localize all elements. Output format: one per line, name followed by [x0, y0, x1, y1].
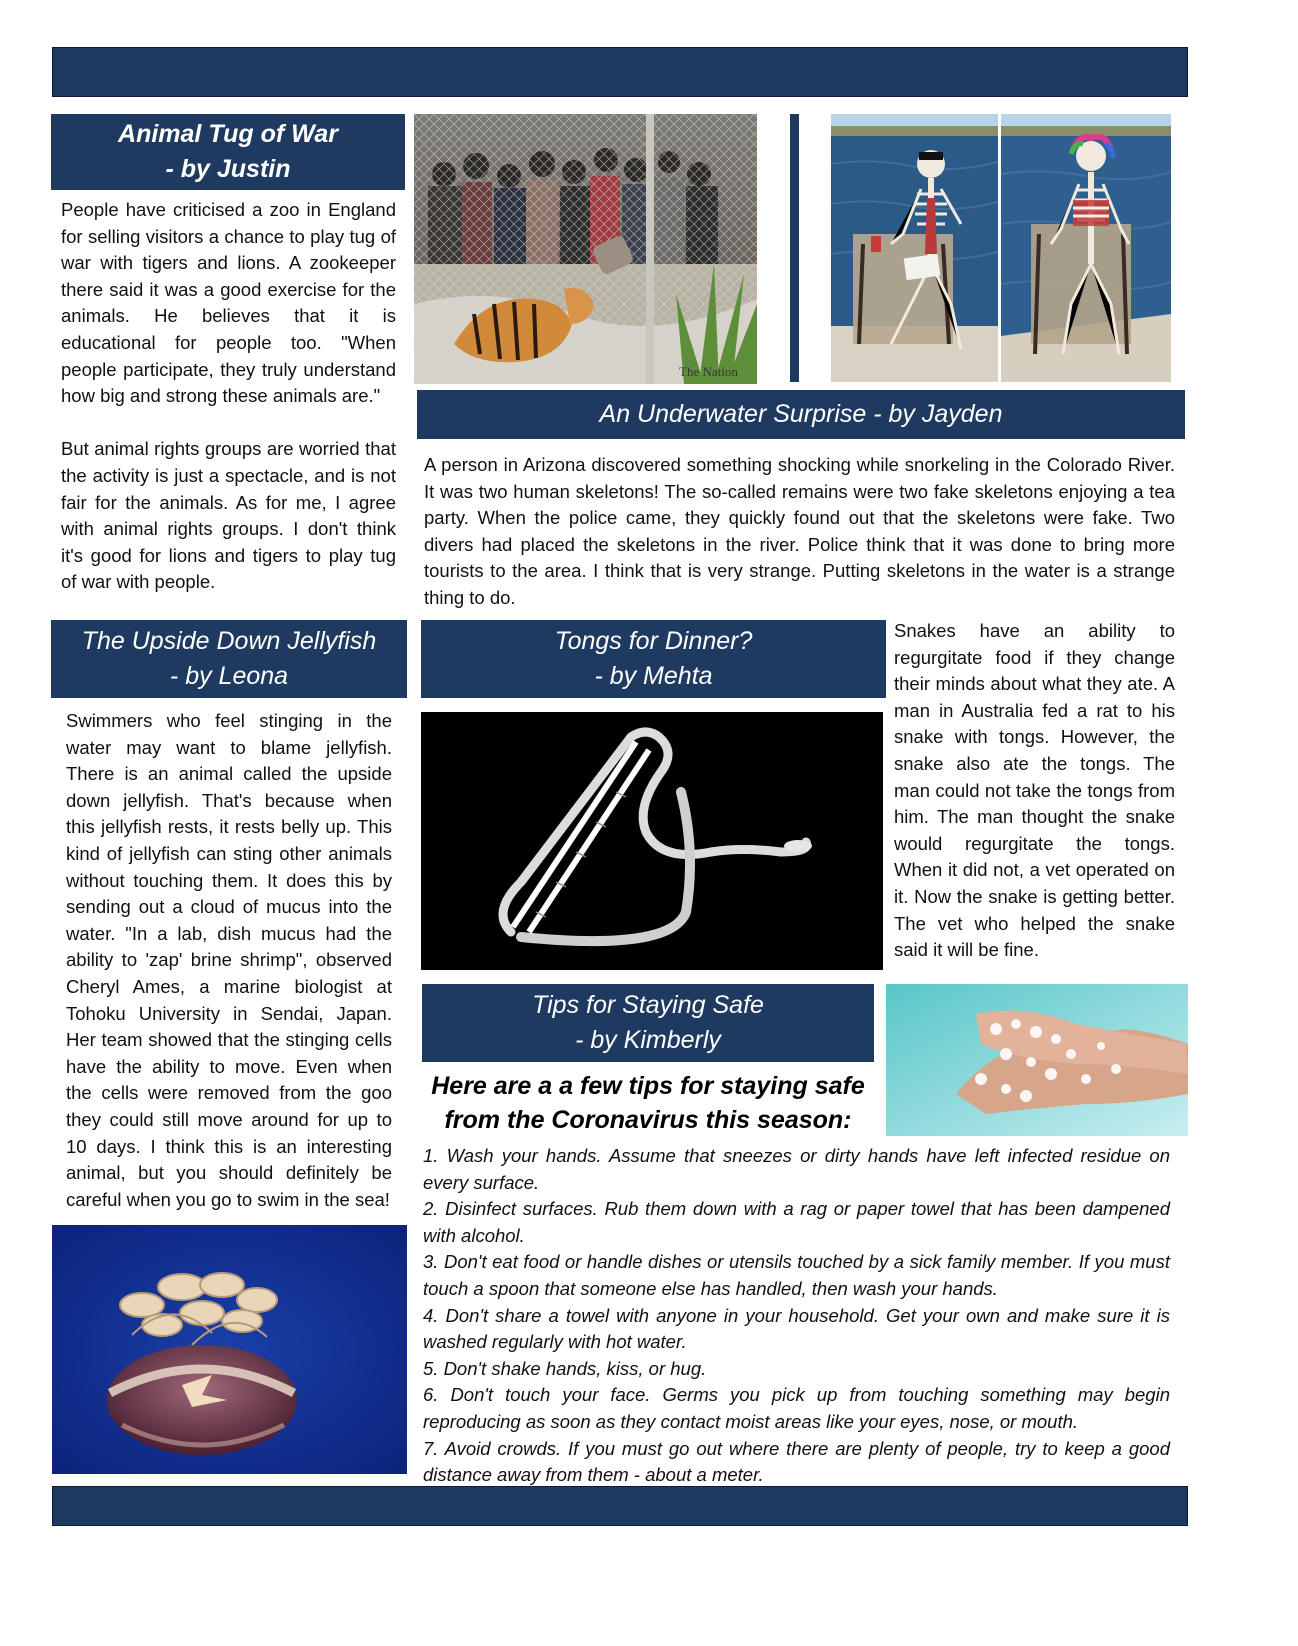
jellyfish-heading: [51, 620, 407, 698]
tongs-heading: [421, 620, 886, 698]
safety-tip: 4. Don't share a towel with anyone in your household. Get your own and make sure it is washed regularly with hot water.: [423, 1304, 1170, 1353]
underwater-title: An Underwater Surprise - by Jayden: [599, 400, 1003, 428]
tug-of-war-paragraph-2: But animal rights groups are worried that the activity is just a spectacle, and is not fair for the animals. As for me, I agree with animal rights groups. I don't think it's good for lions and tigers to play tug of war with people.: [61, 438, 396, 593]
tug-of-war-title: Animal Tug of War: [118, 120, 338, 148]
snake-xray-photo: [421, 712, 883, 970]
handwashing-photo: [886, 984, 1188, 1136]
skeleton-photo-right: [1001, 114, 1171, 382]
jellyfish-title: The Upside Down Jellyfish: [81, 627, 377, 655]
safety-tip: 3. Don't eat food or handle dishes or utensils touched by a sick family member. If you must touch a spoon that someone else has handled, then wash your hands.: [423, 1251, 1170, 1299]
jellyfish-photo: [52, 1225, 407, 1474]
safety-tip: 2. Disinfect surfaces. Rub them down with a rag or paper towel that has been dampened with alcohol.: [423, 1198, 1170, 1246]
tug-of-war-paragraph-1: People have criticised a zoo in England for selling visitors a chance to play tug of war with tigers and lions. A zookeeper there said it was a good exercise for the animals. He believes that it is educational for people too. "When people participate, they truly understand how big and strong these animals are.": [61, 199, 396, 407]
jellyfish-paragraph: Swimmers who feel stinging in the water may want to blame jellyfish. There is an animal called the upside down jellyfish. That's because when this jellyfish rests, it rests belly up. This kind of jellyfish can sting other animals without touching them. It does this by sending out a cloud of mucus into the water. "In a lab, dish mucus had the ability to 'zap' brine shrimp", observed Cheryl Ames, a marine biologist at Tohoku University in Sendai, Japan. Her team showed that the stinging cells have the ability to move. Even when the cells were removed from the goo they could still move around for up to 10 days. I think this is an interesting animal, but you should definitely be careful when you go to swim in the sea!: [66, 710, 392, 1210]
skeleton-photo-left: [831, 114, 998, 382]
skeleton-illustration-right: [1001, 114, 1171, 382]
tug-of-war-byline: - by Justin: [165, 155, 291, 183]
skeleton-illustration-left: [831, 114, 998, 382]
jellyfish-body: [66, 708, 392, 1213]
tongs-byline: - by Mehta: [594, 662, 713, 690]
jellyfish-byline: - by Leona: [169, 662, 289, 690]
top-banner: [52, 47, 1188, 97]
bottom-banner: [52, 1486, 1188, 1526]
underwater-paragraph: A person in Arizona discovered something shocking while snorkeling in the Colorado River. It was two human skeletons! The so-called remains were two fake skeletons enjoying a tea party. When the police came, they quickly found out that the skeletons were fake. Two divers had placed the skeletons in the river. Police think that it was done to bring more tourists to the area. I think that is very strange. Putting skeletons in the water is a strange thing to do.: [424, 454, 1175, 608]
safety-title: Tips for Staying Safe: [532, 991, 764, 1019]
safety-tip: 7. Avoid crowds. If you must go out where there are plenty of people, try to keep a good distance away from them - about a meter.: [423, 1437, 1170, 1486]
tug-of-war-body: [61, 197, 396, 596]
underwater-heading: [417, 390, 1185, 439]
safety-tip: 6. Don't touch your face. Germs you pick up from touching something may begin reproducing as soon as they contact moist areas like your eyes, nose, or mouth.: [423, 1384, 1170, 1432]
jellyfish-illustration: [52, 1225, 407, 1474]
underwater-body: [424, 452, 1175, 612]
column-divider: [790, 114, 799, 382]
safety-intro: Here are a a few tips for staying safe from the Coronavirus this season:: [431, 1072, 865, 1134]
safety-byline: - by Kimberly: [575, 1026, 721, 1054]
photo-credit: The Nation: [679, 364, 738, 379]
tongs-paragraph: Snakes have an ability to regurgitate food if they change their minds about what they ate. A man in Australia fed a rat to his snake with tongs. However, the snake also ate the tongs. The man could not take the tongs from him. The man thought the snake would regurgitate the tongs. When it did not, a vet operated on it. Now the snake is getting better. The vet who helped the snake said it will be fine.: [894, 620, 1175, 961]
tongs-title: Tongs for Dinner?: [554, 627, 753, 655]
tiger-tug-illustration: [414, 114, 757, 384]
snake-xray-illustration: [421, 712, 883, 970]
tongs-body: [894, 618, 1175, 964]
safety-heading: [422, 984, 874, 1062]
tiger-tug-photo: [414, 114, 757, 384]
safety-tip: 1. Wash your hands. Assume that sneezes or dirty hands have left infected residue on every surface.: [423, 1145, 1170, 1193]
tug-of-war-heading: [51, 114, 405, 190]
safety-tips-list: [423, 1143, 1170, 1489]
handwashing-illustration: [886, 984, 1188, 1136]
safety-tip: 5. Don't shake hands, kiss, or hug.: [423, 1357, 707, 1379]
